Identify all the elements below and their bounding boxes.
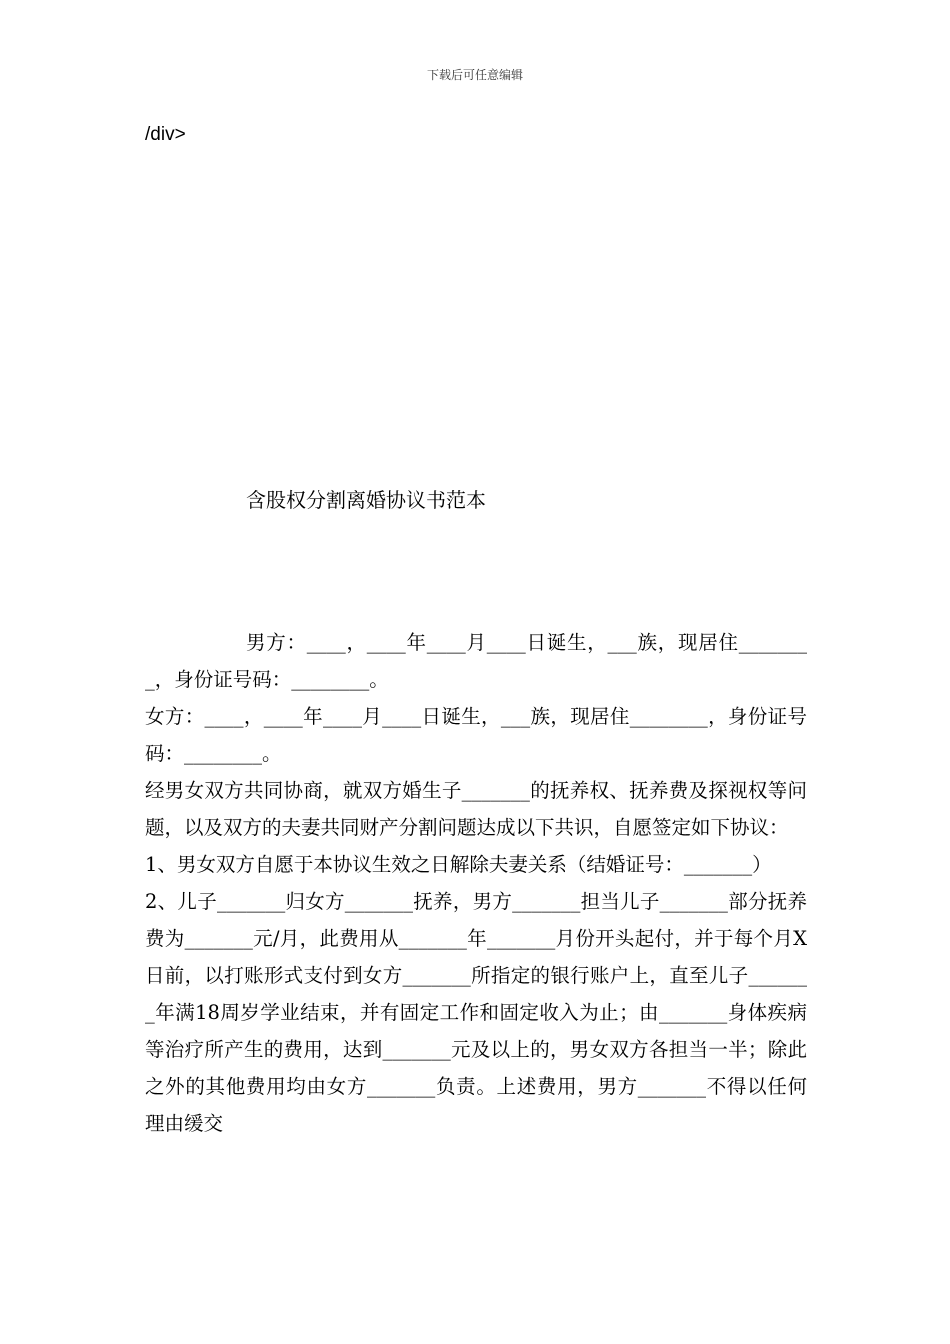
stray-markup-text: /div> <box>145 124 186 145</box>
paragraph-preamble: 经男女双方共同协商，就双方婚生子_______的抚养权、抚养费及探视权等问题，以及双方的夫妻共同财产分割问题达成以下共识，自愿签定如下协议： <box>145 779 807 839</box>
paragraph-clause-2: 2、儿子_______归女方_______抚养，男方_______担当儿子_______部分抚养费为_______元/月，此费用从_______年_______月份开头起付，并于每个月X日前，以打账形式支付到女方_______所指定的银行账户上，直至儿子_______年满18周岁学业结束，并有固定工作和固定收入为止；由_______身体疾病等治疗所产生的费用，达到_______元及以上的，男女双方各担当一半；除此之外的其他费用均由女方_______负责。上述费用，男方_______不得以任何理由缓交 <box>145 890 807 1135</box>
document-title: 含股权分割离婚协议书范本 <box>246 488 486 512</box>
page-header-note: 下载后可任意编辑 <box>426 68 523 82</box>
document-body <box>145 624 807 1142</box>
paragraph-clause-1: 1、男女双方自愿于本协议生效之日解除夫妻关系（结婚证号：_______） <box>145 853 772 876</box>
paragraph-female-party: 女方：____，____年____月____日诞生，___族，现居住________，身份证号码：________。 <box>145 705 807 765</box>
paragraph-male-party: 男方：____，____年____月____日诞生，___族，现居住________，身份证号码：________。 <box>145 631 807 691</box>
